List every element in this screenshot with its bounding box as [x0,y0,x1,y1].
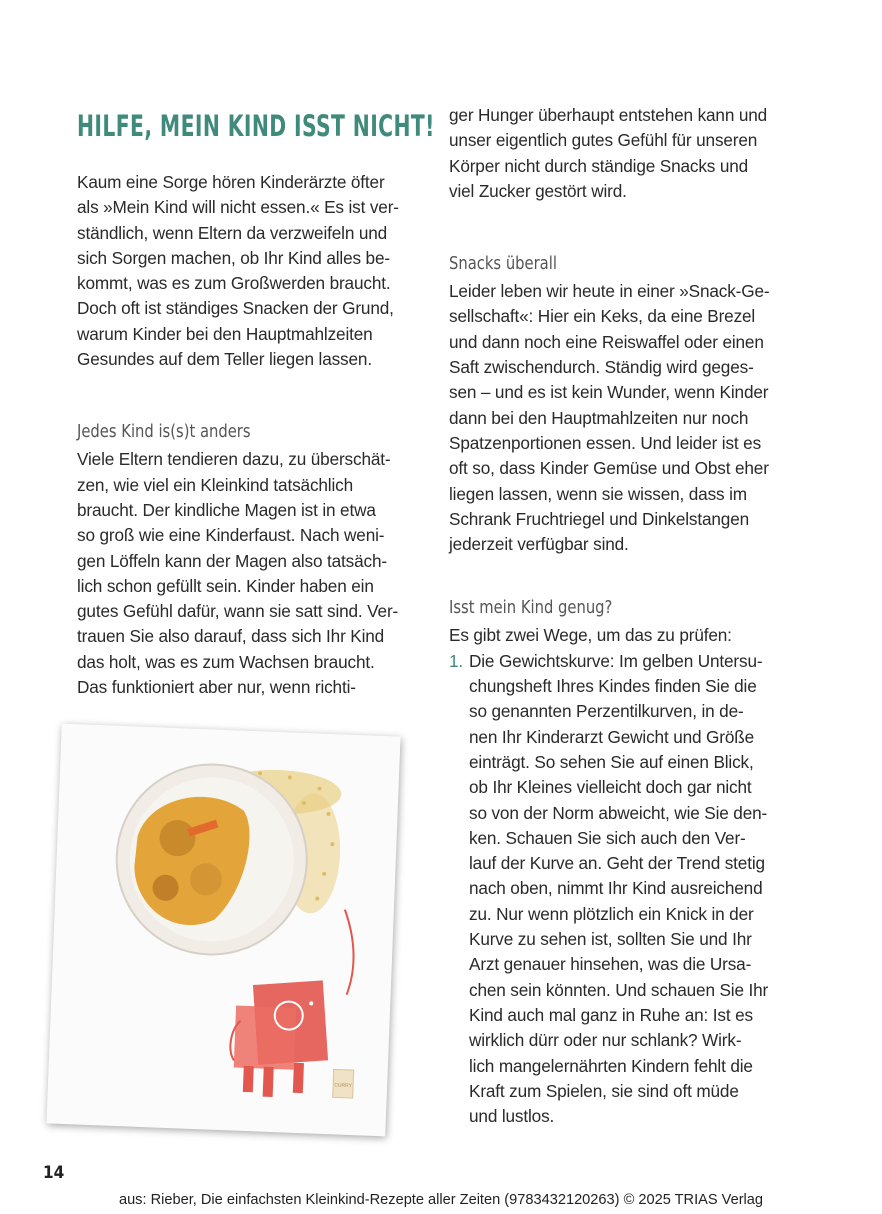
text-line: wirklich dürr oder nur schlank? Wirk- [469,1030,742,1051]
cup-illustration [333,1069,354,1098]
continuation-paragraph [449,103,794,204]
text-line: Spatzenportionen essen. Und leider ist es [449,432,762,453]
text-line: gen Löffeln kann der Magen also tatsäch- [77,550,387,571]
text-line: braucht. Der kindliche Magen ist in etwa [77,499,376,520]
section-heading-isst-mein-kind: Isst mein Kind genug? [449,597,613,619]
text-line: Kurve zu sehen ist, sollten Sie und Ihr [469,929,752,950]
section3-intro: Es gibt zwei Wege, um das zu prüfen: [449,625,732,646]
cup-label: CURRY [334,1082,353,1090]
text-line: chungsheft Ihres Kindes finden Sie die [469,676,757,697]
text-line: Gesundes auf dem Teller liegen lassen. [77,349,372,370]
text-line: Arzt genauer hinsehen, was die Ursa- [469,954,752,975]
text-line: unser eigentlich gutes Gefühl für unseren [449,130,758,151]
text-line: Das funktioniert aber nur, wenn richti- [77,677,356,698]
section-heading-jedes-kind: Jedes Kind is(s)t anders [77,421,251,443]
text-line: chen sein könnten. Und schauen Sie Ihr [469,979,769,1000]
text-line: lauf der Kurve an. Geht der Trend stetig [469,853,765,874]
text-line: gutes Gefühl dafür, wann sie satt sind. Ver- [77,601,399,622]
text-line: viel Zucker gestört wird. [449,180,627,201]
text-line: warum Kinder bei den Hauptmahlzeiten [77,323,373,344]
list-item-gewichtskurve [449,649,794,1130]
left-column [77,108,435,700]
text-line: ken. Schauen Sie sich auch den Ver- [469,827,746,848]
text-line: und lustlos. [469,1106,555,1127]
text-line: nen Ihr Kinderarzt Gewicht und Größe [469,726,755,747]
food-photo [46,724,400,1137]
curry-illustration [46,724,400,1137]
section1-paragraph [77,447,417,700]
text-line: Viele Eltern tendieren dazu, zu überschät- [77,449,391,470]
text-line: einträgt. So sehen Sie auf einen Blick, [469,751,754,772]
text-line: jederzeit verfügbar sind. [449,534,629,555]
text-line: das holt, was es zum Wachsen braucht. [77,651,375,672]
text-line: sen – und es ist kein Wunder, wenn Kinder [449,382,769,403]
text-line: Saft zwischendurch. Ständig wird geges- [449,357,754,378]
text-line: sich Sorgen machen, ob Ihr Kind alles be- [77,247,390,268]
text-line: so genannten Perzentilkurven, in de- [469,701,744,722]
text-line: so von der Norm abweicht, wie Sie den- [469,802,768,823]
text-line: Die Gewichtskurve: Im gelben Untersu- [469,650,763,671]
text-line: Kind auch mal ganz in Ruhe an: Ist es [469,1004,753,1025]
text-line: kommt, was es zum Großwerden braucht. [77,273,391,294]
text-line: dann bei den Hauptmahlzeiten nur noch [449,407,749,428]
text-line: liegen lassen, wenn sie wissen, dass im [449,483,747,504]
text-line: so groß wie eine Kinderfaust. Nach weni- [77,525,385,546]
text-line: nach oben, nimmt Ihr Kind ausreichend [469,878,763,899]
text-line: Kraft zum Spielen, sie sind oft müde [469,1080,739,1101]
text-line: Doch oft ist ständiges Snacken der Grund, [77,298,394,319]
text-line: trauen Sie also darauf, dass sich Ihr Kind [77,626,385,647]
intro-paragraph [77,170,417,372]
section2-paragraph [449,279,794,557]
page-number: 14 [43,1163,65,1183]
text-line: als »Mein Kind will nicht essen.« Es ist ver- [77,197,399,218]
text-line: lich mangelernährten Kindern fehlt die [469,1055,753,1076]
text-line: ständlich, wenn Eltern da verzweifeln und [77,222,388,243]
text-line: Körper nicht durch ständige Snacks und [449,155,749,176]
text-line: ob Ihr Kleines vielleicht doch gar nicht [469,777,752,798]
text-line: oft so, dass Kinder Gemüse und Obst eher [449,458,769,479]
page-title: HILFE, MEIN KIND ISST NICHT! [77,109,435,143]
text-line: und dann noch eine Reiswaffel oder einen [449,331,764,352]
text-line: Kaum eine Sorge hören Kinderärzte öfter [77,172,385,192]
footer-citation: aus: Rieber, Die einfachsten Kleinkind-Rezepte aller Zeiten (9783432120263) © 2025 TRIAS Verlag [118,1192,764,1208]
section-heading-snacks: Snacks überall [449,253,557,275]
text-line: lich schon gefüllt sein. Kinder haben ein [77,575,374,596]
text-line: Leider leben wir heute in einer »Snack-Ge- [449,281,770,302]
text-line: ger Hunger überhaupt entstehen kann und [449,105,768,125]
right-column [449,103,794,1129]
text-line: sellschaft«: Hier ein Keks, da eine Brezel [449,306,756,327]
text-line: zen, wie viel ein Kleinkind tatsächlich [77,474,353,495]
list-number: 1. [449,650,464,671]
text-line: Schrank Fruchtriegel und Dinkelstangen [449,508,750,529]
text-line: zu. Nur wenn plötzlich ein Knick in der [469,903,754,924]
